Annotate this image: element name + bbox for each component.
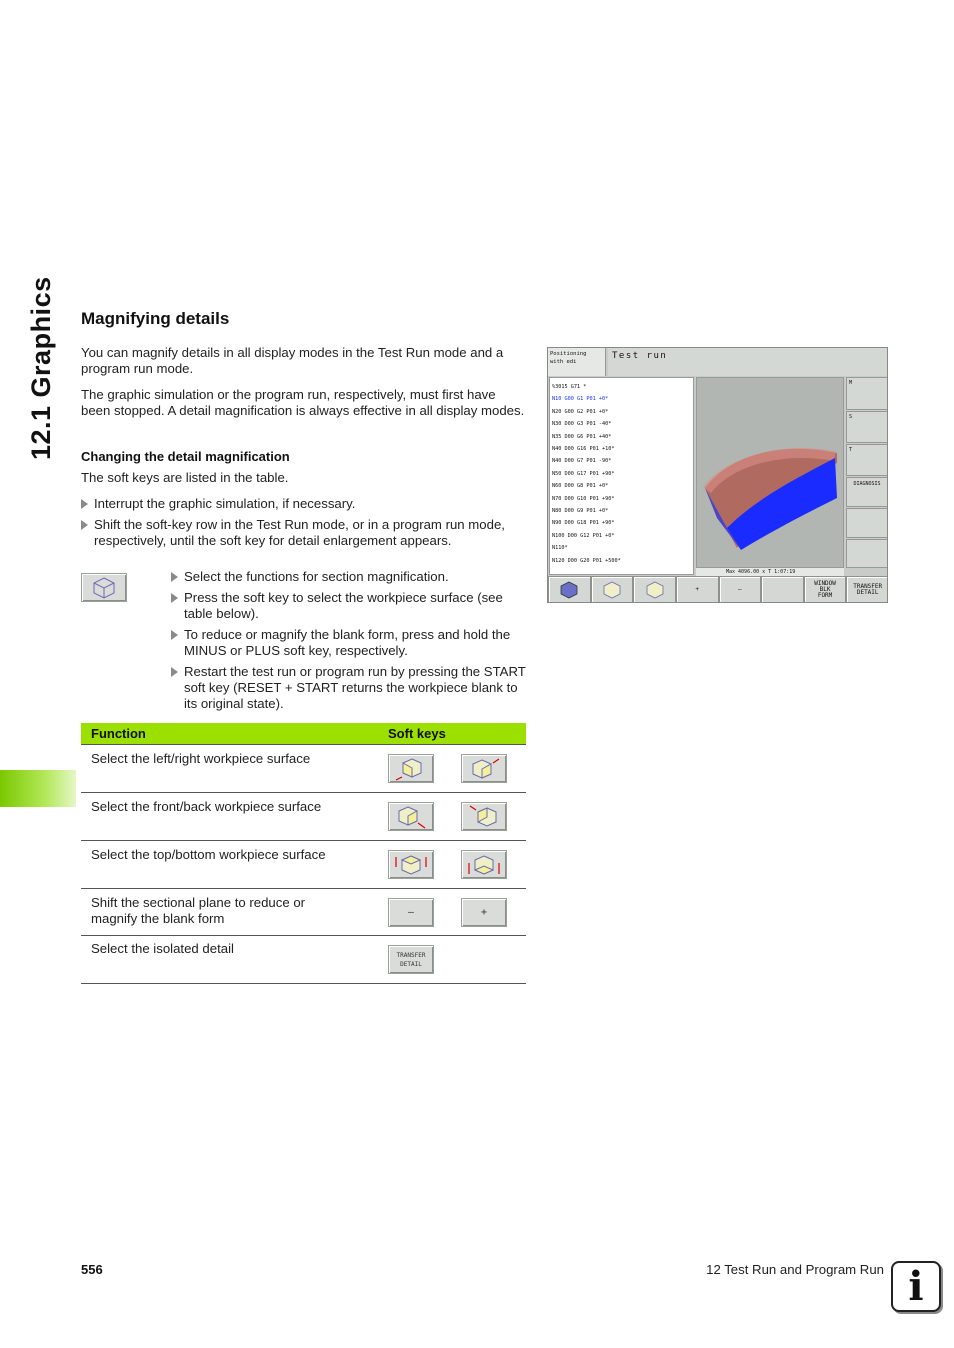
- function-cell: Select the front/back workpiece surface: [91, 799, 322, 814]
- program-line: N100 D00 G12 P01 +0*: [552, 532, 615, 539]
- bullet-arrow-icon: [171, 572, 178, 582]
- program-line: N35 D00 G6 P01 +40*: [552, 433, 612, 440]
- window-blk-form-softkey[interactable]: WINDOW BLK FORM: [804, 576, 847, 603]
- table-row: [81, 841, 526, 889]
- bullet-arrow-icon: [171, 667, 178, 677]
- cube-back-arrow-icon: [467, 805, 501, 829]
- cube-right-arrow-icon: [467, 757, 501, 781]
- program-line: N60 D00 G8 P01 +0*: [552, 483, 609, 490]
- cube-left-arrow-icon: [394, 757, 428, 781]
- program-line: N90 D00 G18 P01 +90*: [552, 520, 615, 527]
- function-cell: Select the isolated detail: [91, 941, 234, 956]
- right-surface-softkey[interactable]: [461, 754, 507, 783]
- step-item: Shift the soft-key row in the Test Run mode, or in a program run mode, respectively, until the soft key for detail enlargement appears.: [81, 517, 526, 549]
- bar-minus-softkey[interactable]: –: [719, 576, 762, 603]
- table-header: [81, 723, 526, 745]
- bottom-surface-softkey[interactable]: [461, 850, 507, 879]
- vertical-softkey-t[interactable]: T: [846, 444, 888, 476]
- chapter-tab-marker: [0, 770, 76, 807]
- status-line: Max 4096.00 x T 1:07:19: [696, 568, 844, 576]
- program-line: N30 D00 G3 P01 -40*: [552, 421, 612, 428]
- bar-top-bottom-softkey[interactable]: [633, 576, 676, 603]
- softkey-table: [81, 723, 526, 984]
- vertical-softkey-empty[interactable]: [846, 508, 888, 538]
- transfer-detail-softkey[interactable]: TRANSFER DETAIL: [388, 945, 434, 974]
- bullet-arrow-icon: [171, 593, 178, 603]
- chapter-title: 12 Test Run and Program Run: [706, 1262, 884, 1277]
- program-line: N50 D00 G17 P01 +90*: [552, 470, 615, 477]
- cube-bottom-arrow-icon: [465, 853, 503, 877]
- bar-empty-softkey[interactable]: [761, 576, 804, 603]
- function-cell: Select the top/bottom workpiece surface: [91, 847, 326, 862]
- left-surface-softkey[interactable]: [388, 754, 434, 783]
- bullet-arrow-icon: [81, 499, 88, 509]
- vertical-softkey-m[interactable]: M: [846, 377, 888, 410]
- plus-softkey[interactable]: +: [461, 898, 507, 927]
- sub-step-item: To reduce or magnify the blank form, press and hold the MINUS or PLUS soft key, respectively.: [171, 627, 526, 659]
- column-softkeys-header: Soft keys: [388, 726, 446, 741]
- cube-icon: [91, 576, 117, 600]
- cube-icon: [558, 580, 580, 600]
- intro-paragraph: You can magnify details in all display modes in the Test Run mode and a program run mode.: [81, 345, 504, 376]
- page-number: 556: [81, 1262, 103, 1277]
- cube-front-arrow-icon: [394, 805, 428, 829]
- transfer-detail-bar-softkey[interactable]: TRANSFER DETAIL: [846, 576, 888, 603]
- cube-left-arrow-icon: [601, 580, 623, 600]
- program-line: %3015 G71 *: [552, 384, 587, 390]
- program-line: N20 G00 G2 P01 +0*: [552, 408, 609, 415]
- program-line: N70 D00 G10 P01 +90*: [552, 495, 615, 502]
- bullet-arrow-icon: [171, 630, 178, 640]
- bar-plus-softkey[interactable]: +: [676, 576, 719, 603]
- bar-cube-softkey[interactable]: [548, 576, 591, 603]
- section-heading: Magnifying details: [81, 309, 230, 328]
- table-row: [81, 745, 526, 793]
- subheading: Changing the detail magnification: [81, 449, 290, 464]
- program-line: N40 D00 G7 P01 -90*: [552, 458, 612, 465]
- function-cell: Select the left/right workpiece surface: [91, 751, 311, 766]
- info-icon: i: [891, 1261, 941, 1312]
- column-function-header: Function: [91, 726, 146, 741]
- softkeys-paragraph: The soft keys are listed in the table.: [81, 470, 289, 485]
- stop-paragraph: The graphic simulation or the program run, respectively, must first have been stopped. A detail magnification is always effective in all display modes.: [81, 387, 525, 418]
- screen-title: Test run: [608, 348, 888, 376]
- softkey-bar: [548, 576, 888, 603]
- vertical-softkey-s[interactable]: S: [846, 411, 888, 443]
- cube-top-arrow-icon: [644, 580, 666, 600]
- program-listing: [549, 377, 694, 575]
- control-screenshot: [547, 347, 888, 603]
- program-line: N80 D00 G9 P01 +0*: [552, 508, 609, 515]
- step-item: Interrupt the graphic simulation, if necessary.: [81, 496, 526, 512]
- bar-left-right-softkey[interactable]: [591, 576, 634, 603]
- table-row: [81, 889, 526, 936]
- back-surface-softkey[interactable]: [461, 802, 507, 831]
- workpiece-graphic: [696, 377, 844, 568]
- program-line: N110*: [552, 545, 568, 552]
- sub-step-item: Select the functions for section magnification.: [171, 569, 526, 585]
- front-surface-softkey[interactable]: [388, 802, 434, 831]
- cube-top-arrow-icon: [392, 853, 430, 877]
- program-line: N120 D00 G20 P01 +500*: [552, 557, 621, 564]
- section-side-title: 12.1 Graphics: [26, 276, 56, 460]
- sub-step-item: Press the soft key to select the workpiece surface (see table below).: [171, 590, 526, 622]
- bullet-arrow-icon: [81, 520, 88, 530]
- minus-softkey[interactable]: –: [388, 898, 434, 927]
- table-row: [81, 936, 526, 984]
- table-row: [81, 793, 526, 841]
- sub-step-item: Restart the test run or program run by pressing the START soft key (RESET + START returns the workpiece blank to its original state).: [171, 664, 526, 712]
- function-cell: Shift the sectional plane to reduce or magnify the blank form: [91, 895, 306, 926]
- mode-indicator: Positioning with edi: [548, 348, 606, 376]
- program-line: N40 D00 G16 P01 +10*: [552, 446, 615, 453]
- section-magnification-softkey[interactable]: [81, 573, 127, 602]
- vertical-softkey-empty[interactable]: [846, 539, 888, 568]
- diagnosis-softkey[interactable]: DIAGNOSIS: [846, 477, 888, 507]
- top-surface-softkey[interactable]: [388, 850, 434, 879]
- program-line: N10 G00 G1 P01 +0*: [552, 396, 609, 403]
